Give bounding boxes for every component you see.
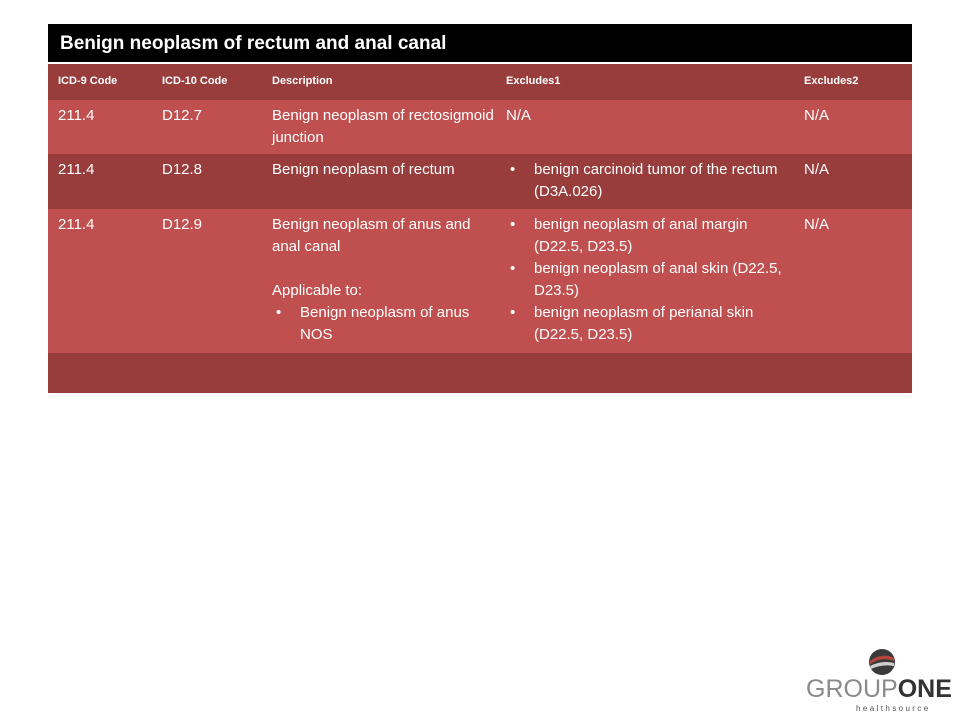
- cell-description: Benign neoplasm of rectosigmoid junction: [272, 107, 494, 146]
- excludes1-list: [506, 214, 798, 346]
- cell-excludes2: N/A: [804, 216, 830, 233]
- logo-wordmark: [806, 674, 952, 704]
- cell-icd10: D12.9: [162, 216, 203, 233]
- cell-excludes1: [502, 214, 798, 346]
- description-text: Benign neoplasm of anus and anal canal: [272, 216, 471, 255]
- header-description: Description: [272, 75, 333, 87]
- applicable-label: Applicable to:: [272, 282, 363, 299]
- cell-icd9: 211.4: [58, 216, 95, 233]
- table-title: Benign neoplasm of rectum and anal canal: [48, 24, 912, 64]
- group-one-logo: [806, 648, 956, 714]
- cell-excludes2: N/A: [804, 161, 830, 178]
- table-row: [48, 154, 912, 209]
- cell-icd10: D12.8: [162, 161, 203, 178]
- icd-code-table: [48, 24, 912, 393]
- logo-word-bold: ONE: [897, 675, 952, 703]
- cell-icd9: 211.4: [58, 161, 95, 178]
- cell-icd9: 211.4: [58, 107, 95, 124]
- globe-logo-icon: [868, 648, 896, 676]
- excludes1-item: • benign neoplasm of perianal skin (D22.5, D23.5): [506, 302, 798, 346]
- cell-icd10: D12.7: [162, 107, 203, 124]
- excludes1-item: • benign carcinoid tumor of the rectum (D3A.026): [506, 159, 798, 203]
- table-row: [48, 209, 912, 353]
- excludes1-item: • benign neoplasm of anal margin (D22.5, D23.5): [506, 214, 798, 258]
- table-footer-band: [48, 353, 912, 393]
- excludes1-item: • benign neoplasm of anal skin (D22.5, D23.5): [506, 258, 798, 302]
- header-excludes2: Excludes2: [804, 75, 859, 87]
- cell-description: [272, 214, 502, 346]
- applicable-item: • Benign neoplasm of anus NOS: [272, 302, 502, 346]
- logo-word-light: GROUP: [806, 675, 898, 703]
- cell-excludes1: N/A: [506, 107, 532, 124]
- header-icd9: ICD-9 Code: [58, 75, 118, 87]
- excludes1-list: [506, 159, 798, 203]
- header-icd10: ICD-10 Code: [162, 75, 228, 87]
- applicable-list: [272, 302, 502, 346]
- header-excludes1: Excludes1: [506, 75, 561, 87]
- cell-excludes1: [502, 159, 798, 202]
- logo-subtitle: healthsource: [856, 704, 931, 713]
- cell-excludes2: N/A: [804, 107, 830, 124]
- table-header-row: [48, 64, 912, 100]
- cell-description: Benign neoplasm of rectum: [272, 161, 455, 178]
- table-row: [48, 100, 912, 154]
